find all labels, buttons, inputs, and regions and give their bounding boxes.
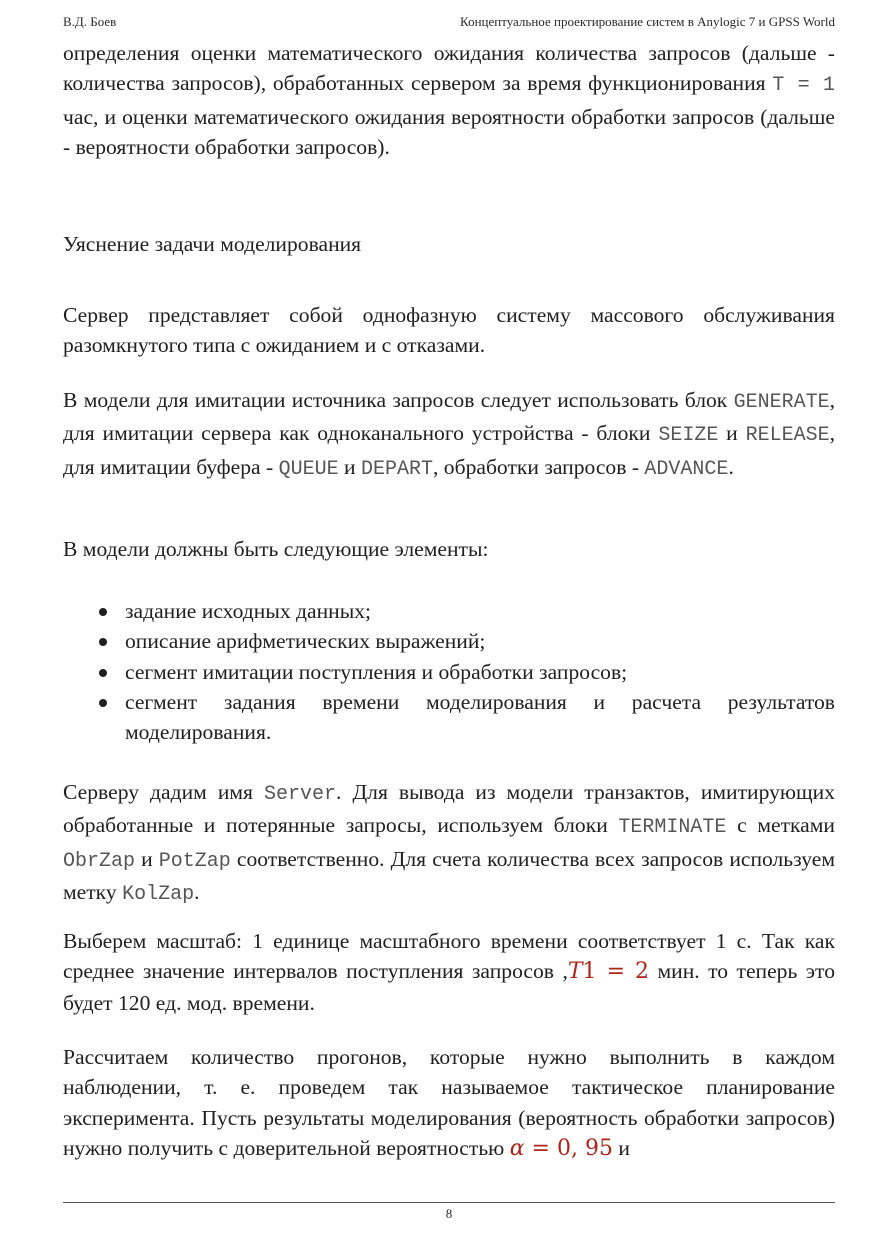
text-run: , обработки запросов -	[432, 454, 645, 479]
text-run: и	[338, 454, 361, 479]
text-run: .	[728, 454, 734, 479]
paragraph-server-description: Сервер представляет собой однофазную систему массового обслуживания разомкнутого типа с ожиданием и с отказами.	[63, 303, 835, 358]
list-item-text: задание исходных данных;	[125, 599, 372, 623]
list-item	[63, 687, 835, 748]
section-heading: Уяснение задачи моделирования	[63, 232, 362, 256]
elements-list	[63, 596, 835, 747]
text-run: час, и оценки математического ожидания вероятности обработки запросов (дальше - вероятности обработки запросов).	[63, 104, 835, 159]
paragraph-runs-planning	[63, 1042, 835, 1164]
list-item	[63, 626, 835, 656]
bullet-icon	[99, 669, 107, 677]
math-formula	[510, 1136, 613, 1161]
text-run: Выберем масштаб: 1 единице масштабного времени соответствует 1 с. Так как среднее значение интервалов поступления запросов ,	[63, 929, 835, 984]
header-author: В.Д. Боев	[63, 14, 117, 29]
text-run: и	[718, 421, 746, 446]
code-inline: ADVANCE	[644, 457, 729, 481]
code-inline: T = 1	[772, 74, 836, 98]
paragraph-server-naming	[63, 777, 835, 910]
text-run: с метками	[726, 813, 835, 838]
math-variable: α	[509, 1135, 525, 1161]
math-formula	[568, 959, 649, 984]
text-run: , для имитации сервера как одноканального устройства - блоки	[63, 388, 835, 446]
math-expression: 1 = 2	[582, 959, 650, 985]
list-item	[63, 657, 835, 687]
page-body	[63, 38, 836, 1161]
text-run: и	[135, 846, 159, 871]
running-header	[63, 14, 835, 34]
header-book-title: Концептуальное проектирование систем в Anylogic 7 и GPSS World	[460, 14, 835, 29]
bullet-icon	[99, 608, 107, 616]
text-run: В модели для имитации источника запросов следует использовать блок	[63, 388, 734, 412]
paragraph-intro	[63, 38, 835, 162]
paragraph-blocks	[63, 385, 835, 485]
text-run: , для имитации буфера -	[63, 421, 835, 479]
text-run: определения оценки математического ожидания количества запросов (дальше - количества запросов), обработанных сервером за время функционирования	[63, 41, 835, 96]
footer-divider	[63, 1202, 835, 1203]
code-inline: DEPART	[360, 457, 433, 481]
text-run: соответственно. Для счета количества всех запросов используем метку	[63, 846, 835, 904]
code-inline: TERMINATE	[618, 816, 727, 840]
text-run: .	[194, 879, 200, 904]
code-inline: GENERATE	[733, 391, 830, 414]
list-item-text: описание арифметических выражений;	[125, 629, 486, 654]
bullet-icon	[99, 638, 107, 646]
list-item-text: сегмент задания времени моделирования и расчета результатов моделирования.	[125, 689, 835, 745]
text-run: Рассчитаем количество прогонов, которые нужно выполнить в каждом наблюдении, т. е. проведем так называемое тактическое планирование эксперимента. Пусть результаты моделирования (вероятность обработки запросов) нужно получить с доверительной вероятностью	[63, 1045, 835, 1160]
math-expression: = 0, 95	[524, 1135, 613, 1161]
paragraph-time-scale	[63, 926, 835, 1018]
code-inline: PotZap	[158, 849, 231, 873]
math-variable: T	[567, 959, 583, 985]
code-inline: RELEASE	[745, 424, 830, 448]
code-inline: SEIZE	[658, 424, 719, 448]
bullet-icon	[99, 699, 107, 707]
list-item	[63, 596, 835, 626]
text-run: мин. то теперь это будет 120 ед. мод. времени.	[63, 959, 835, 1015]
paragraph-elements-intro: В модели должны быть следующие элементы:	[63, 537, 489, 561]
text-run: Серверу дадим имя	[63, 780, 265, 804]
page-number: 8	[445, 1206, 453, 1221]
code-inline: KolZap	[122, 882, 195, 906]
code-inline: QUEUE	[278, 457, 339, 481]
code-inline: ObrZap	[63, 849, 136, 873]
list-item-text: сегмент имитации поступления и обработки запросов;	[125, 659, 628, 684]
text-run: и	[612, 1135, 630, 1160]
code-inline: Server	[264, 783, 337, 806]
document-page	[63, 0, 835, 1241]
text-run: . Для вывода из модели транзактов, имитирующих обработанные и потерянные запросы, используем блоки	[63, 780, 836, 838]
